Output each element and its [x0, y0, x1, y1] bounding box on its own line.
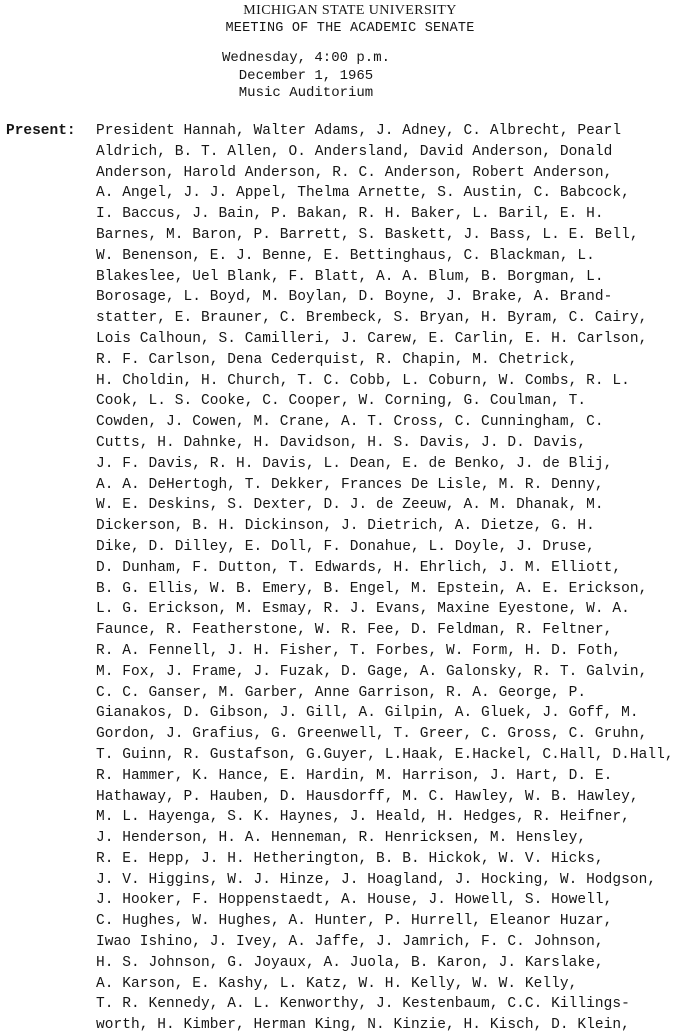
meeting-date: December 1, 1965: [238, 67, 374, 84]
attendance-line: worth, H. Kimber, Herman King, N. Kinzie, H. Kisch, D. Klein,: [96, 1017, 630, 1034]
attendance-line: Cook, L. S. Cooke, C. Cooper, W. Corning, G. Coulman, T.: [96, 393, 587, 410]
attendance-line: Gordon, J. Grafius, G. Greenwell, T. Greer, C. Gross, C. Gruhn,: [96, 726, 648, 743]
meeting-title: MEETING OF THE ACADEMIC SENATE: [225, 21, 475, 36]
meeting-location: Music Auditorium: [238, 85, 374, 101]
present-label: Present:: [6, 123, 76, 139]
attendance-line: C. C. Ganser, M. Garber, Anne Garrison, R. A. George, P.: [96, 684, 587, 701]
attendance-line: J. F. Davis, R. H. Davis, L. Dean, E. de Benko, J. de Blij,: [96, 455, 613, 472]
attendance-line: Dike, D. Dilley, E. Doll, F. Donahue, L. Doyle, J. Druse,: [96, 538, 595, 555]
attendance-line: M. L. Hayenga, S. K. Haynes, J. Heald, H. Hedges, R. Heifner,: [96, 809, 630, 826]
attendance-line: Hathaway, P. Hauben, D. Hausdorff, M. C. Hawley, W. B. Hawley,: [96, 788, 639, 805]
attendance-line: J. Hooker, F. Hoppenstaedt, A. House, J. Howell, S. Howell,: [96, 892, 613, 909]
attendance-line: T. Guinn, R. Gustafson, G.Guyer, L.Haak, E.Hackel, C.Hall, D.Hall,: [96, 746, 674, 763]
attendance-line: C. Hughes, W. Hughes, A. Hunter, P. Hurrell, Eleanor Huzar,: [96, 913, 613, 930]
attendance-line: W. E. Deskins, S. Dexter, D. J. de Zeeuw, A. M. Dhanak, M.: [96, 497, 604, 514]
attendance-line: Aldrich, B. T. Allen, O. Andersland, David Anderson, Donald: [96, 143, 613, 160]
attendance-list: [96, 121, 696, 1036]
attendance-line: A. Angel, J. J. Appel, Thelma Arnette, S. Austin, C. Babcock,: [96, 185, 630, 202]
attendance-line: President Hannah, Walter Adams, J. Adney, C. Albrecht, Pearl: [96, 123, 622, 139]
attendance-line: W. Benenson, E. J. Benne, E. Bettinghaus, C. Blackman, L.: [96, 247, 595, 264]
attendance-line: Cutts, H. Dahnke, H. Davidson, H. S. Davis, J. D. Davis,: [96, 434, 587, 451]
attendance-line: Blakeslee, Uel Blank, F. Blatt, A. A. Blum, B. Borgman, L.: [96, 268, 604, 285]
attendance-line: D. Dunham, F. Dutton, T. Edwards, H. Ehrlich, J. M. Elliott,: [96, 559, 622, 576]
attendance-line: R. E. Hepp, J. H. Hetherington, B. B. Hickok, W. V. Hicks,: [96, 850, 604, 867]
attendance-line: J. Henderson, H. A. Henneman, R. Henricksen, M. Hensley,: [96, 830, 587, 847]
institution-title: MICHIGAN STATE UNIVERSITY: [243, 3, 457, 18]
attendance-line: A. Karson, E. Kashy, L. Katz, W. H. Kelly, W. W. Kelly,: [96, 975, 578, 992]
attendance-line: B. G. Ellis, W. B. Emery, B. Engel, M. Epstein, A. E. Erickson,: [96, 580, 648, 597]
attendance-line: T. R. Kennedy, A. L. Kenworthy, J. Kestenbaum, C.C. Killings-: [96, 996, 630, 1013]
attendance-line: R. F. Carlson, Dena Cederquist, R. Chapin, M. Chetrick,: [96, 351, 578, 368]
document-header: [0, 2, 700, 38]
attendance-line: Lois Calhoun, S. Camilleri, J. Carew, E. Carlin, E. H. Carlson,: [96, 330, 648, 347]
attendance-line: R. Hammer, K. Hance, E. Hardin, M. Harrison, J. Hart, D. E.: [96, 767, 613, 784]
attendance-line: I. Baccus, J. Bain, P. Bakan, R. H. Baker, L. Baril, E. H.: [96, 206, 604, 223]
attendance-line: Iwao Ishino, J. Ivey, A. Jaffe, J. Jamrich, F. C. Johnson,: [96, 934, 604, 951]
attendance-line: R. A. Fennell, J. H. Fisher, T. Forbes, W. Form, H. D. Foth,: [96, 642, 622, 659]
attendance-line: A. A. DeHertogh, T. Dekker, Frances De Lisle, M. R. Denny,: [96, 476, 604, 493]
attendance-line: Faunce, R. Featherstone, W. R. Fee, D. Feldman, R. Feltner,: [96, 622, 613, 639]
attendance-line: J. V. Higgins, W. J. Hinze, J. Hoagland, J. Hocking, W. Hodgson,: [96, 871, 657, 888]
attendance-line: Anderson, Harold Anderson, R. C. Anderson, Robert Anderson,: [96, 164, 613, 181]
attendance-line: Dickerson, B. H. Dickinson, J. Dietrich, A. Dietze, G. H.: [96, 518, 595, 535]
meeting-day-time: Wednesday, 4:00 p.m.: [221, 50, 391, 66]
attendance-line: statter, E. Brauner, C. Brembeck, S. Bryan, H. Byram, C. Cairy,: [96, 310, 648, 327]
attendance-line: H. Choldin, H. Church, T. C. Cobb, L. Coburn, W. Combs, R. L.: [96, 372, 630, 389]
attendance-line: M. Fox, J. Frame, J. Fuzak, D. Gage, A. Galonsky, R. T. Galvin,: [96, 663, 648, 680]
attendance-line: Cowden, J. Cowen, M. Crane, A. T. Cross, C. Cunningham, C.: [96, 414, 604, 431]
meeting-details: [0, 50, 612, 103]
attendance-line: Gianakos, D. Gibson, J. Gill, A. Gilpin, A. Gluek, J. Goff, M.: [96, 705, 639, 722]
attendance-line: H. S. Johnson, G. Joyaux, A. Juola, B. Karon, J. Karslake,: [96, 954, 604, 971]
attendance-line: L. G. Erickson, M. Esmay, R. J. Evans, Maxine Eyestone, W. A.: [96, 601, 630, 618]
attendance-line: Borosage, L. Boyd, M. Boylan, D. Boyne, J. Brake, A. Brand-: [96, 289, 613, 306]
attendance-line: Barnes, M. Baron, P. Barrett, S. Baskett, J. Bass, L. E. Bell,: [96, 226, 639, 243]
